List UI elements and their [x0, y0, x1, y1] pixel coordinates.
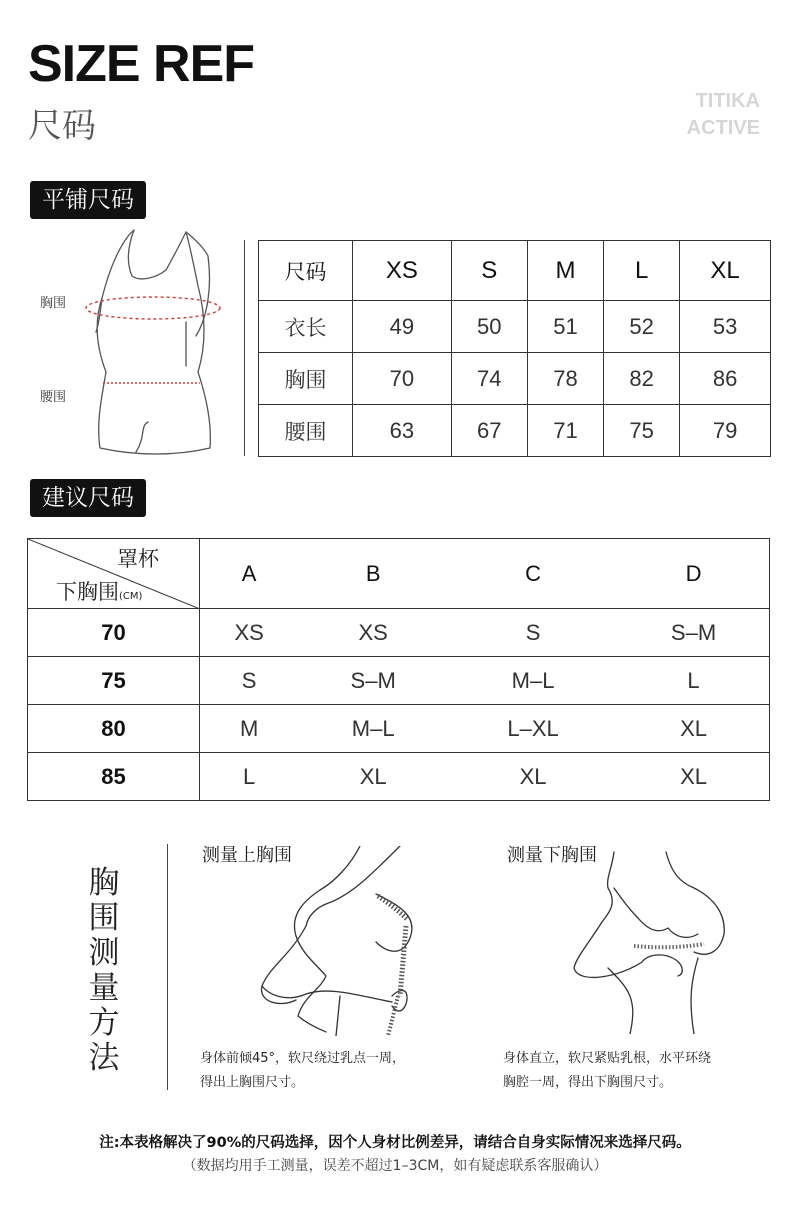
table-cell: XL	[618, 705, 769, 753]
divider	[244, 240, 245, 456]
underbust-text: 下胸围	[56, 580, 119, 604]
brand-line-1: TITIKA	[695, 90, 760, 112]
title-char: 测	[88, 935, 120, 971]
table-row	[259, 405, 771, 457]
title-char: 胸	[88, 865, 120, 901]
underbust-value: 80	[28, 705, 200, 753]
table-cell: 51	[527, 301, 603, 353]
table-corner	[28, 539, 200, 609]
lower-bust-illustration	[568, 848, 736, 1034]
desc-line: 胸腔一周，得出下胸围尺寸。	[503, 1075, 673, 1090]
note-primary: 注:本表格解决了90%的尺码选择，因个人身材比例差异，请结合自身实际情况来选择尺码。	[99, 1135, 691, 1151]
page-title: SIZE REF	[28, 35, 255, 93]
size-header: L	[604, 241, 680, 301]
table-cell: S–M	[298, 657, 448, 705]
table-row	[28, 705, 770, 753]
flat-size-table	[258, 240, 771, 457]
size-header: S	[451, 241, 527, 301]
table-cell: 71	[527, 405, 603, 457]
table-row	[28, 753, 770, 801]
row-label: 衣长	[259, 301, 353, 353]
table-cell: 49	[353, 301, 452, 353]
underbust-value: 85	[28, 753, 200, 801]
table-cell: L–XL	[448, 705, 618, 753]
table-cell: 67	[451, 405, 527, 457]
table-cell: 78	[527, 353, 603, 405]
suggest-size-badge: 建议尺码	[30, 479, 146, 517]
table-row	[28, 657, 770, 705]
lower-bust-title: 测量下胸围	[507, 845, 597, 866]
table-header-row	[28, 539, 770, 609]
suggest-size-table	[27, 538, 770, 801]
table-cell: L	[618, 657, 769, 705]
table-cell: 86	[680, 353, 771, 405]
table-cell: M–L	[448, 657, 618, 705]
cup-header: C	[448, 539, 618, 609]
title-char: 方	[88, 1005, 120, 1041]
desc-line: 得出上胸围尺寸。	[200, 1075, 305, 1090]
table-cell: 79	[680, 405, 771, 457]
title-char: 法	[88, 1040, 120, 1076]
table-cell: 70	[353, 353, 452, 405]
divider	[167, 844, 168, 1090]
upper-bust-title: 测量上胸围	[202, 845, 292, 866]
note-secondary: （数据均用手工测量，误差不超过1–3CM，如有疑虑联系客服确认）	[182, 1158, 608, 1174]
table-cell: 82	[604, 353, 680, 405]
table-row	[259, 353, 771, 405]
table-corner: 尺码	[259, 241, 353, 301]
cup-header: D	[618, 539, 769, 609]
table-cell: XL	[618, 753, 769, 801]
table-cell: M	[200, 705, 299, 753]
underbust-value: 70	[28, 609, 200, 657]
table-cell: L	[200, 753, 299, 801]
cup-label: 罩杯	[117, 547, 159, 571]
desc-line: 身体前倾45°，软尺绕过乳点一周，	[200, 1051, 406, 1066]
table-row	[28, 609, 770, 657]
brand-logo	[687, 88, 760, 142]
row-label: 胸围	[259, 353, 353, 405]
row-label: 腰围	[259, 405, 353, 457]
size-header: XL	[680, 241, 771, 301]
table-cell: S	[200, 657, 299, 705]
waist-label: 腰围	[40, 390, 67, 405]
underbust-label	[56, 576, 142, 606]
tank-top-drawing	[36, 226, 246, 458]
table-header-row	[259, 241, 771, 301]
size-header: XS	[353, 241, 452, 301]
brand-line-2: ACTIVE	[686, 117, 760, 139]
table-cell: 63	[353, 405, 452, 457]
measure-method-title	[86, 866, 122, 1076]
table-row	[259, 301, 771, 353]
title-char: 围	[88, 900, 120, 936]
title-char: 量	[88, 970, 120, 1006]
underbust-value: 75	[28, 657, 200, 705]
upper-bust-illustration	[250, 846, 420, 1036]
unit-label: (CM)	[119, 591, 143, 602]
chest-label: 胸围	[40, 296, 67, 311]
table-cell: 75	[604, 405, 680, 457]
table-cell: XS	[200, 609, 299, 657]
table-cell: 52	[604, 301, 680, 353]
cup-header: A	[200, 539, 299, 609]
table-cell: XL	[448, 753, 618, 801]
cup-header: B	[298, 539, 448, 609]
table-cell: 53	[680, 301, 771, 353]
table-cell: S–M	[618, 609, 769, 657]
table-cell: 74	[451, 353, 527, 405]
page-subtitle: 尺码	[28, 106, 96, 146]
flat-size-badge: 平铺尺码	[30, 181, 146, 219]
tank-top-illustration	[36, 226, 246, 458]
table-cell: M–L	[298, 705, 448, 753]
table-cell: 50	[451, 301, 527, 353]
table-cell: XL	[298, 753, 448, 801]
upper-bust-desc	[200, 1047, 405, 1095]
table-cell: XS	[298, 609, 448, 657]
desc-line: 身体直立，软尺紧贴乳根，水平环绕	[503, 1051, 712, 1066]
table-cell: S	[448, 609, 618, 657]
size-header: M	[527, 241, 603, 301]
lower-bust-desc	[503, 1047, 711, 1095]
